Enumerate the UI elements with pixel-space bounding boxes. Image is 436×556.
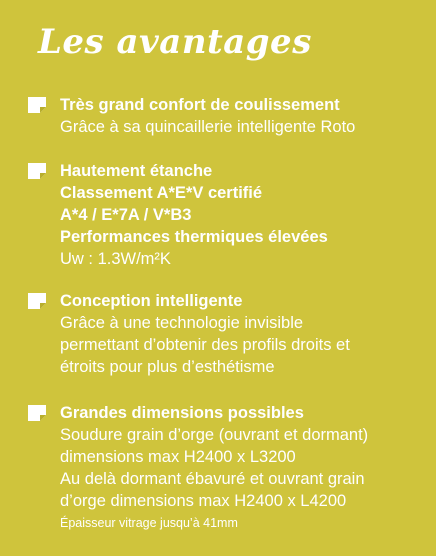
folded-corner-square-icon bbox=[27, 162, 47, 180]
item-body: Au delà dormant ébavuré et ouvrant grain bbox=[60, 470, 365, 488]
item-body: permettant d’obtenir des profils droits et bbox=[60, 336, 350, 354]
folded-corner-square-icon bbox=[27, 96, 47, 114]
item-heading: Hautement étanche bbox=[60, 162, 213, 180]
item-heading: Grandes dimensions possibles bbox=[60, 404, 304, 422]
item-body: étroits pour plus d’esthétisme bbox=[60, 358, 275, 376]
item-heading: A*4 / E*7A / V*B3 bbox=[60, 206, 192, 224]
item-heading: Performances thermiques élevées bbox=[60, 228, 328, 246]
item-heading: Conception intelligente bbox=[60, 292, 243, 310]
item-body: Soudure grain d’orge (ouvrant et dormant) bbox=[60, 426, 369, 444]
page-title: Les avantages bbox=[38, 22, 312, 62]
item-body: dimensions max H2400 x L3200 bbox=[60, 448, 296, 466]
item-body: Grâce à une technologie invisible bbox=[60, 314, 304, 332]
folded-corner-square-icon bbox=[27, 292, 47, 310]
item-body: Grâce à sa quincaillerie intelligente Roto bbox=[60, 118, 356, 136]
folded-corner-square-icon bbox=[27, 404, 47, 422]
item-note: Épaisseur vitrage jusqu’à 41mm bbox=[60, 516, 238, 530]
item-heading: Très grand confort de coulissement bbox=[60, 96, 340, 114]
item-body: Uw : 1.3W/m²K bbox=[60, 250, 171, 268]
item-body: d’orge dimensions max H2400 x L4200 bbox=[60, 492, 347, 510]
item-heading: Classement A*E*V certifié bbox=[60, 184, 263, 202]
